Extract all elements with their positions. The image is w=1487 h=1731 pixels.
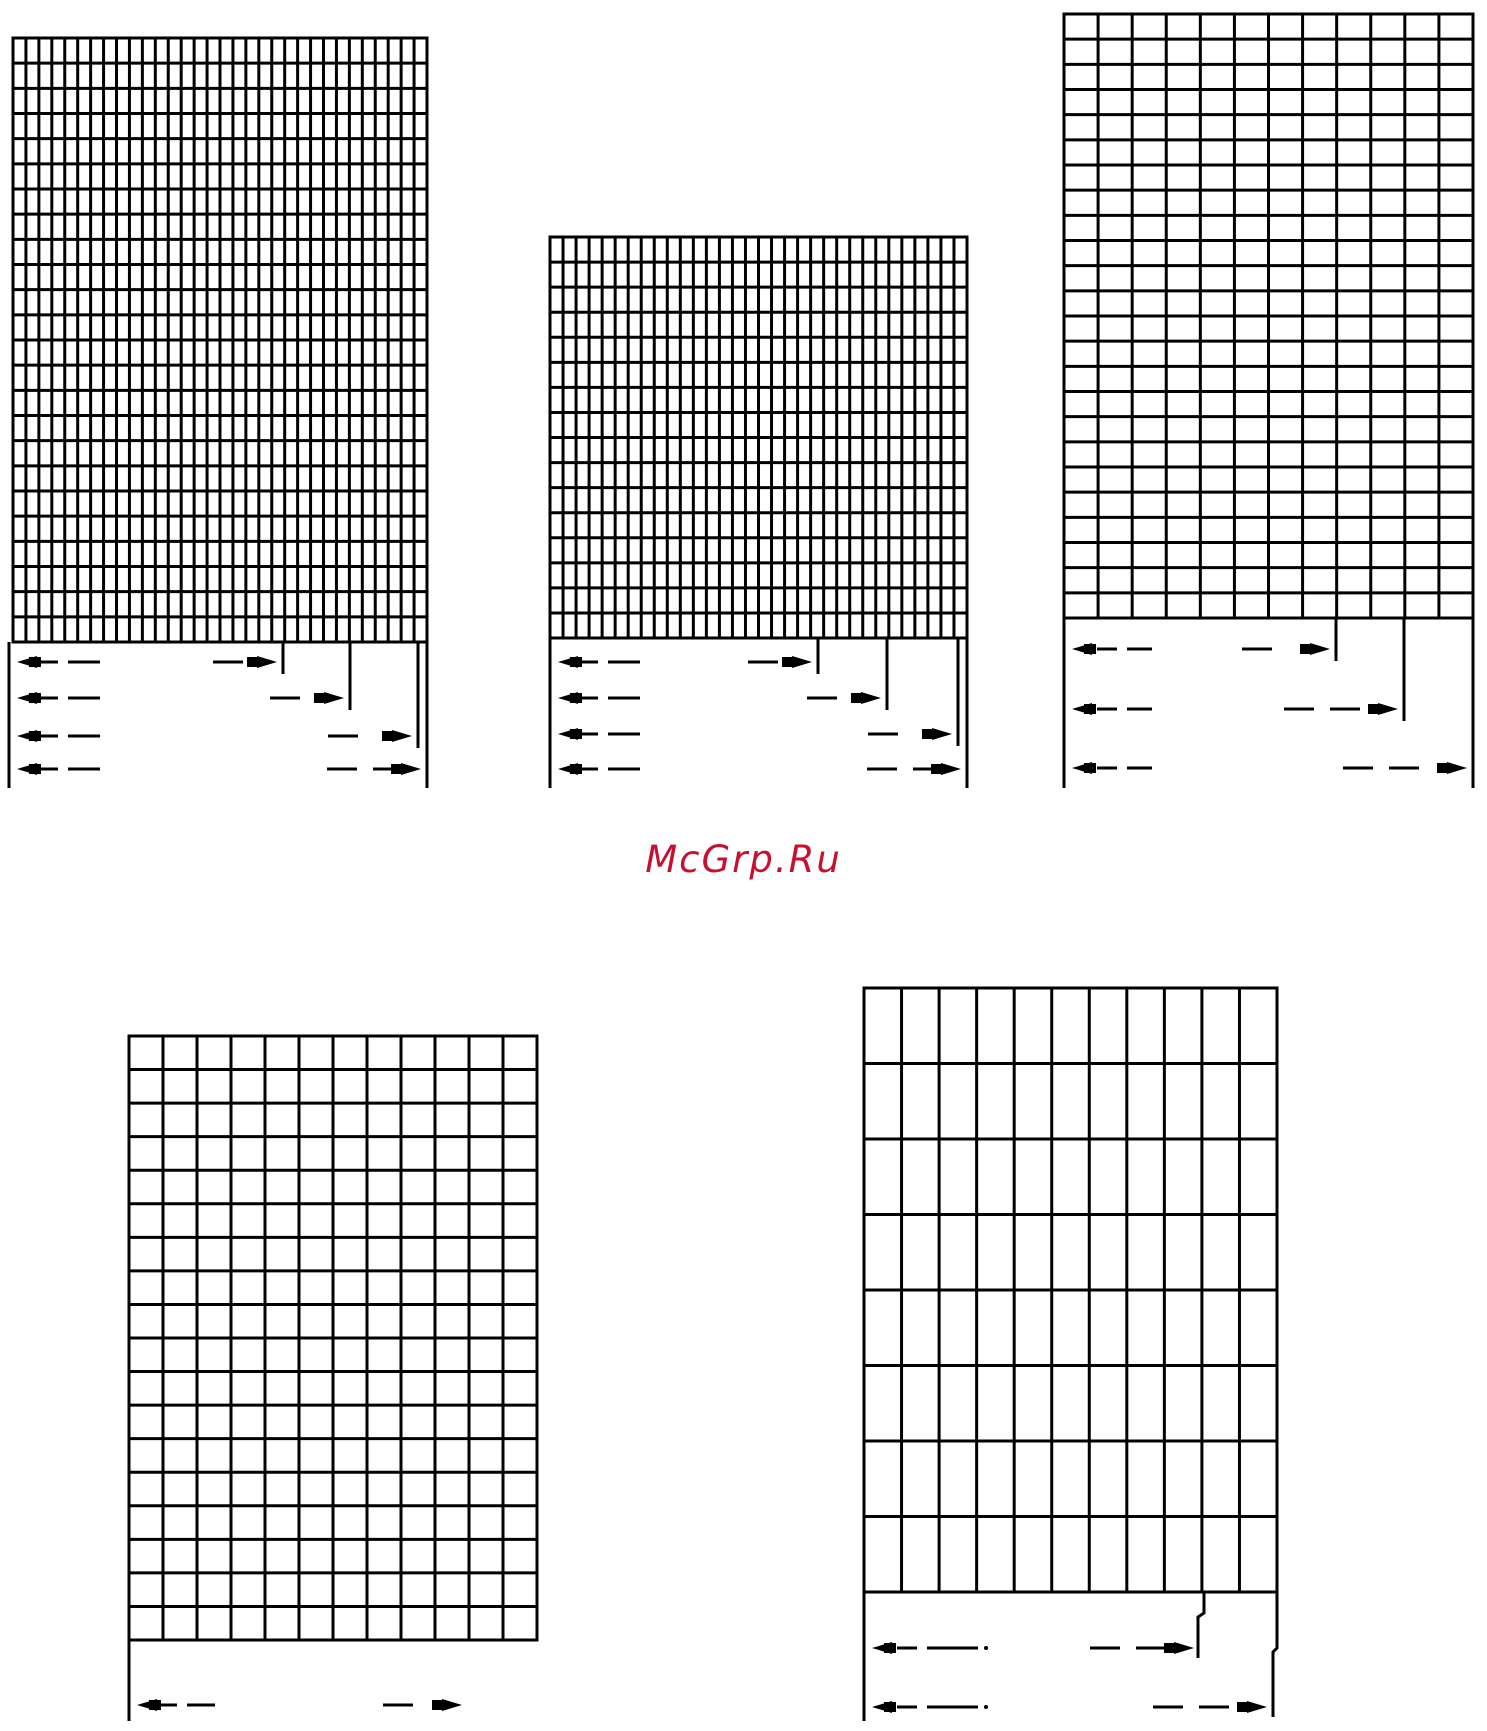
extension-line-right (1198, 1592, 1204, 1658)
panel-5 (864, 988, 1277, 1721)
panel-1 (9, 38, 427, 788)
arrow-tail-block (884, 1643, 896, 1653)
arrow-tail-block (1084, 763, 1096, 773)
arrowhead-right (1378, 703, 1398, 715)
arrowhead-right (257, 656, 277, 668)
arrowhead-right (941, 763, 961, 775)
dimension-dot (984, 1705, 988, 1709)
panel-2 (550, 237, 967, 788)
arrowhead-right (1310, 643, 1330, 655)
arrowhead-right (401, 763, 421, 775)
arrowhead-right (861, 692, 881, 704)
panel-4 (129, 1036, 537, 1721)
arrowhead-right (1174, 1642, 1194, 1654)
arrowhead-right (932, 728, 952, 740)
arrow-tail-block (884, 1702, 896, 1712)
arrowhead-right (442, 1699, 462, 1711)
arrowhead-right (1447, 762, 1467, 774)
arrowhead-right (324, 692, 344, 704)
dimension-dot (984, 1646, 988, 1650)
extension-line-right (1273, 1592, 1277, 1717)
arrowhead-right (1247, 1701, 1267, 1713)
arrow-tail-block (1084, 704, 1096, 714)
arrowhead-right (392, 730, 412, 742)
panel-3 (1064, 14, 1473, 788)
arrow-tail-block (1084, 644, 1096, 654)
arrowhead-right (792, 656, 812, 668)
watermark-text: McGrp.Ru (645, 838, 842, 881)
